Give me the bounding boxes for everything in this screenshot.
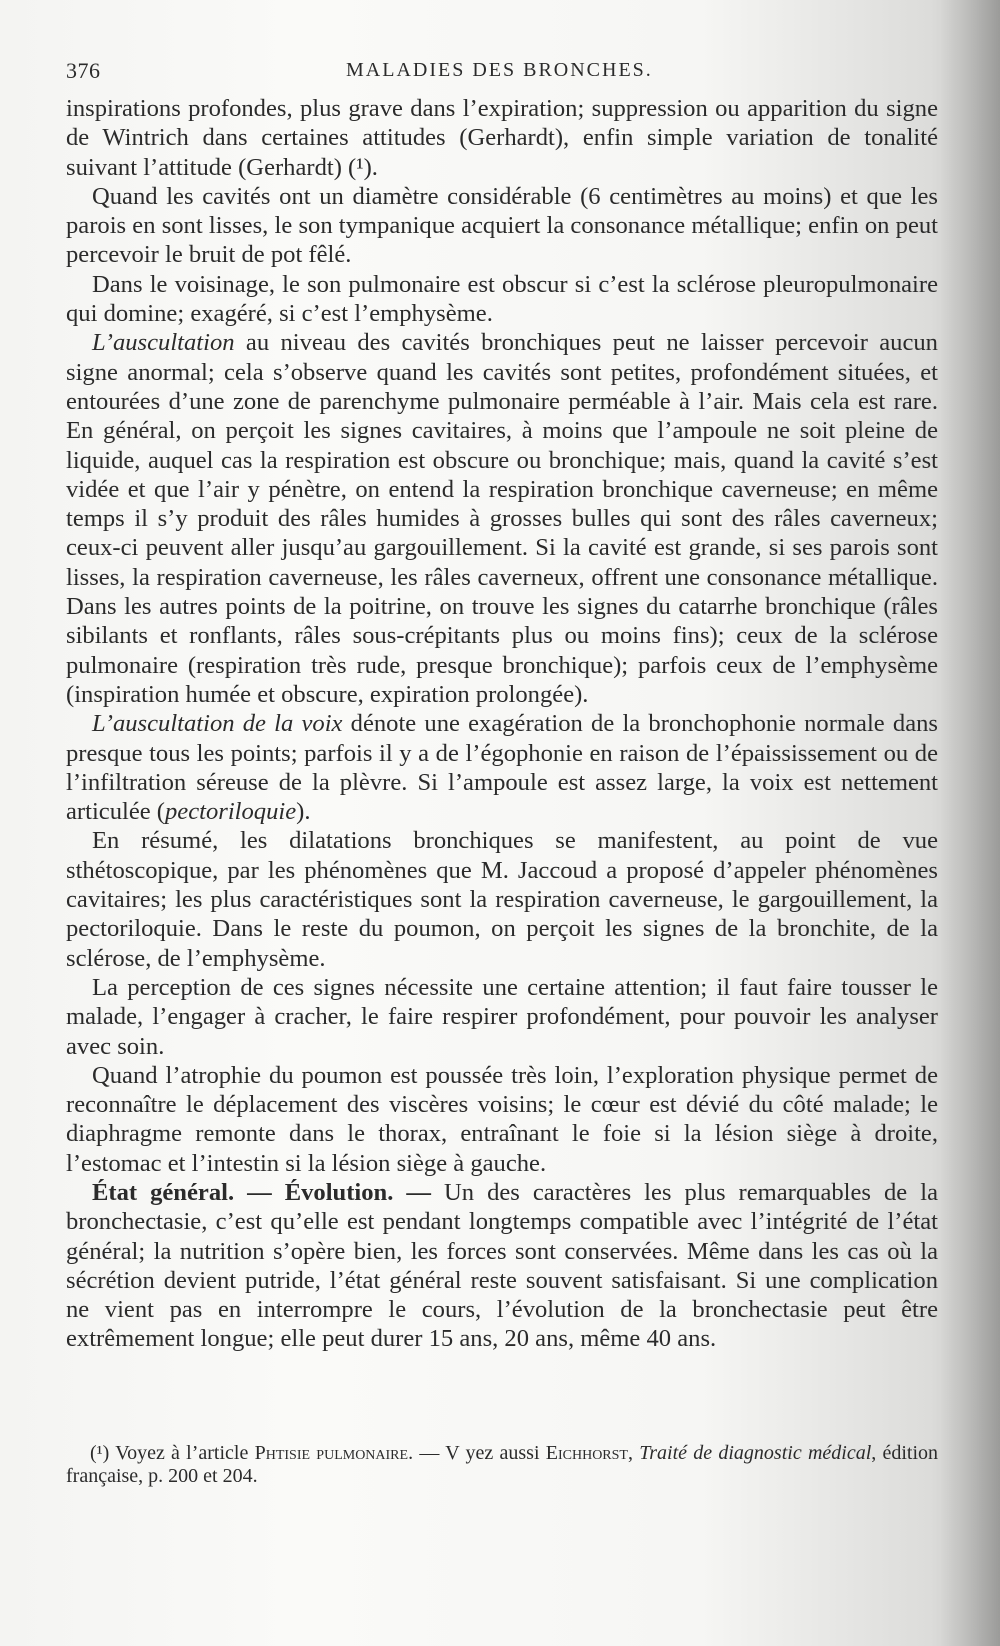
paragraph-5-close: ). [296, 798, 311, 826]
footnote-eichhorst: Eichhorst [545, 1442, 628, 1464]
page-number: 376 [66, 58, 101, 83]
paragraph-4-text: au niveau des cavités bronchiques peut ne laisser percevoir aucun signe anormal; cela s’observe quand les cavités sont petites, profondément situées, et entourées d’une zone de parenchyme pulmonaire perméable à l’air. Mais cela est rare. En général, on perçoit les signes cavitaires, à moins que l’ampoule ne soit pleine de liquide, auquel cas la respiration est obscure ou bronchique; mais, quand la cavité s’est vidée et que l’air y pénètre, on entend la respiration bronchique caverneuse; en même temps il s’y produit des râles humides à grosses bulles qui sont des râles caverneux; ceux-ci peuvent aller jusqu’au gargouillement. Si la cavité est grande, si ses parois sont lisses, la respiration caverneuse, les râles caverneux, offrent une consonance métallique. Dans les autres points de la poitrine, on trouve les signes du catarrhe bronchique (râles sibilants et ronflants, râles sous-crépitants plus ou moins fins); ceux de la sclérose pulmonaire (respiration très rude, presque bronchique); parfois ceux de l’emphysème (inspiration humée et obscure, expiration prolongée). [66, 329, 938, 708]
page-gutter-shadow [940, 0, 1000, 1646]
paragraph-5 [66, 709, 938, 826]
paragraph-6: En résumé, les dilatations bronchiques se manifestent, au point de vue sthétoscopique, par les phénomènes que M. Jaccoud a proposé d’appeler phénomènes cavitaires; les plus caractéristiques sont la respiration caverneuse, le gargouillement, la pectoriloquie. Dans le reste du poumon, on perçoit les signes de la bronchite, de la sclérose, de l’emphysème. [66, 827, 938, 972]
pectoriloquie-term: pectoriloquie [165, 798, 297, 826]
footnote-text-b: . — V yez aussi [408, 1442, 540, 1464]
paragraph-8: Quand l’atrophie du poumon est poussée très loin, l’exploration physique permet de reconnaître le déplacement des viscères voisins; le cœur est dévié du côté malade; le diaphragme remonte dans le thorax, entraînant le foie si la lésion siège à droite, l’estomac et l’intestin si la lésion siège à gauche. [66, 1061, 938, 1177]
footnote-marker: (¹) [90, 1442, 110, 1464]
running-title: MALADIES DES BRONCHES. [346, 59, 653, 81]
paragraph-1: inspirations profondes, plus grave dans l’expiration; suppression ou apparition du signe de Wintrich dans certaines attitudes (Gerhardt), enfin simple variation de tonalité suivant l’attitude (Gerhardt) (¹). [66, 95, 938, 181]
footnote-text-c: , édition française, p. 200 et 204. [66, 1442, 939, 1487]
footnote-traite: Traité de diagnostic médical [639, 1442, 872, 1464]
footnote-text-a: Voyez à l’article [115, 1442, 249, 1464]
paragraph-3: Dans le voisinage, le son pulmonaire est obscur si c’est la sclérose pleuropulmonaire qui domine; exagéré, si c’est l’emphysème. [66, 270, 938, 328]
paragraph-5-text: dénote une exagération de la bronchophonie normale dans presque tous les points; parfois il y a de l’égophonie en raison de l’épaississement ou de l’infiltration séreuse de la plèvre. Si l’ampoule est assez large, la voix est nettement articulée ( [66, 710, 938, 826]
paragraph-2: Quand les cavités ont un diamètre considérable (6 centimètres au moins) et que les parois en sont lisses, le son tympanique acquiert la consonance métallique; enfin on peut percevoir le bruit de pot fêlé. [66, 182, 938, 269]
paragraph-4 [66, 328, 938, 709]
auscultation-voix-term: L’auscultation de la voix [92, 710, 343, 738]
page-header [66, 58, 936, 88]
footnote-phtisie: Phtisie pulmonaire [254, 1442, 409, 1464]
body-text [66, 94, 938, 1354]
footnote: (¹) Voyez à l’article Phtisie pulmonaire. — V yez aussi Eichhorst, Traité de diagnostic médical, édition française, p. 200 et 204. [66, 1442, 939, 1487]
etat-general-heading: État général. — Évolution. — [92, 1178, 431, 1206]
paragraph-9 [66, 1178, 938, 1354]
paragraph-9-text: Un des caractères les plus remarquables de la bronchectasie, c’est qu’elle est pendant longtemps compatible avec l’intégrité de l’état général; la nutrition s’opère bien, les forces sont conservées. Même dans les cas où la sécrétion devient putride, l’état général reste souvent satisfaisant. Si une complication ne vient pas en interrompre le cours, l’évolution de la bronchectasie peut être extrêmement longue; elle peut durer 15 ans, 20 ans, même 40 ans. [66, 1178, 938, 1353]
auscultation-term: L’auscultation [92, 329, 235, 357]
paragraph-7: La perception de ces signes nécessite une certaine attention; il faut faire tousser le malade, l’engager à cracher, le faire respirer profondément, pour pouvoir les analyser avec soin. [66, 973, 938, 1060]
